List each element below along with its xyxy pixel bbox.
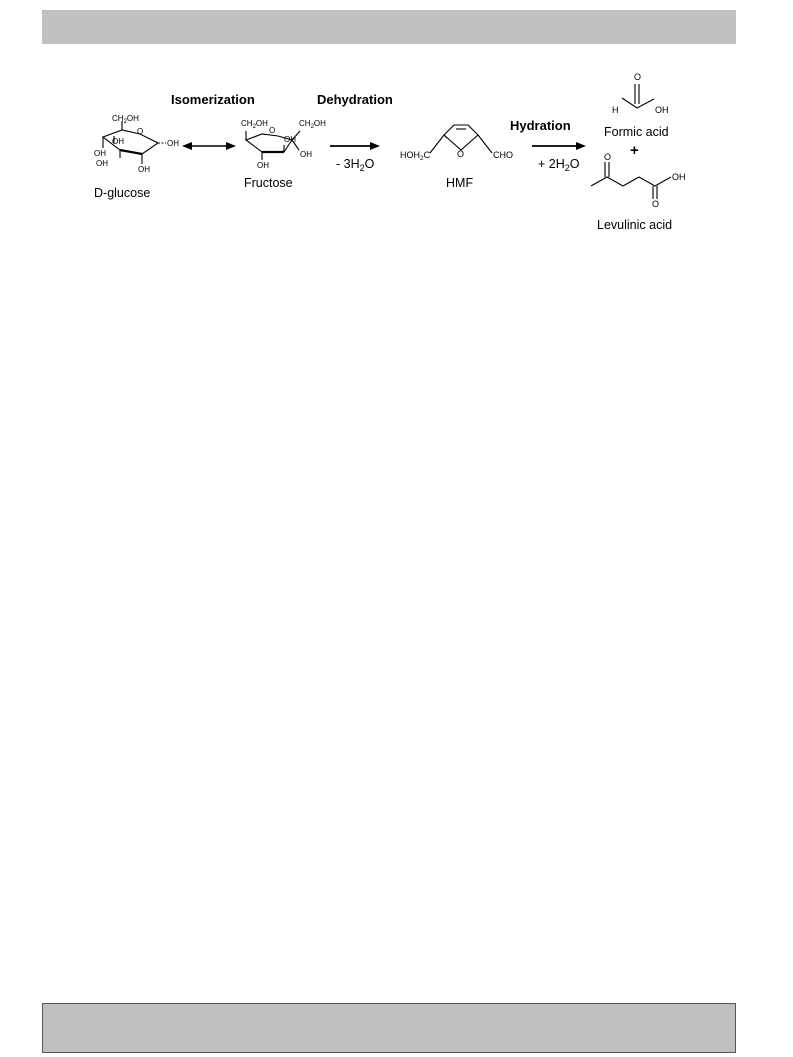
svg-text:OH: OH — [138, 165, 150, 174]
svg-text:OH: OH — [672, 172, 686, 182]
fructose-name: Fructose — [244, 176, 293, 190]
svg-text:H: H — [612, 105, 619, 115]
levulinic-acid-structure — [591, 162, 671, 199]
svg-text:O: O — [634, 72, 642, 82]
svg-text:O: O — [269, 126, 276, 135]
svg-text:HOH2C: $HOH_2C$ — [400, 150, 431, 162]
isomerization-label: Isomerization — [171, 92, 255, 107]
svg-text:OH: OH — [257, 161, 269, 170]
hydration-water-label: + $2H_2O$ — [538, 157, 580, 173]
glucose-atom-labels — [94, 114, 179, 174]
svg-text:CHO: CHO — [493, 150, 513, 160]
dehydration-label: Dehydration — [317, 92, 393, 107]
svg-text:O: O — [652, 199, 660, 209]
dehydration-water-label: - $3H_2O$ — [336, 157, 375, 173]
hmf-atom-labels — [400, 149, 513, 162]
svg-text:OH: OH — [94, 149, 106, 158]
plus-sign: + — [630, 142, 639, 159]
svg-text:O: O — [137, 127, 144, 136]
svg-text:OH: OH — [655, 105, 669, 115]
svg-text:OH: OH — [300, 150, 312, 159]
svg-text:O: O — [604, 152, 612, 162]
hydration-label: Hydration — [510, 118, 571, 133]
svg-text:CH2OH: $CH_2OH$ — [241, 119, 268, 130]
formic-acid-name: Formic acid — [604, 125, 669, 139]
svg-text:OH: OH — [112, 137, 124, 146]
fructose-atom-labels — [241, 119, 326, 170]
svg-text:OH: OH — [96, 159, 108, 168]
svg-text:O: O — [457, 149, 465, 159]
formic-acid-structure — [622, 84, 654, 108]
hmf-name: HMF — [446, 176, 474, 190]
levulinic-acid-name: Levulinic acid — [597, 218, 673, 232]
glucose-name: D-glucose — [94, 186, 151, 200]
svg-text:OH: OH — [167, 139, 179, 148]
footer-bar — [42, 1003, 736, 1053]
formic-acid-atom-labels — [612, 72, 669, 115]
svg-text:CH2OH: $CH_2OH$ — [112, 114, 139, 125]
svg-text:CH2OH: $CH_2OH$ — [299, 119, 326, 130]
svg-text:OH: OH — [284, 135, 296, 144]
